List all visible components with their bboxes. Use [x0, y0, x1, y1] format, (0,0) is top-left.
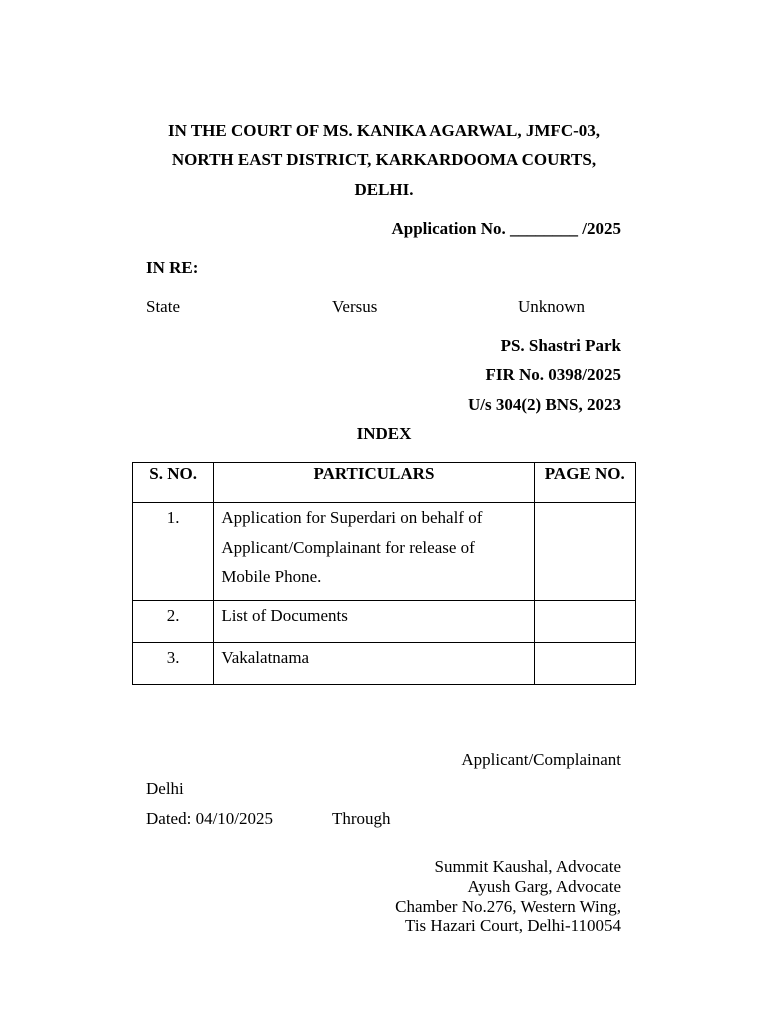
index-table — [132, 462, 636, 685]
place-label: Delhi — [146, 779, 184, 798]
police-station: PS. Shastri Park — [500, 336, 621, 355]
signatory-label: Applicant/Complainant — [461, 750, 621, 769]
index-title: INDEX — [356, 424, 412, 443]
header-particulars: PARTICULARS — [214, 463, 534, 503]
court-heading-line-2: NORTH EAST DISTRICT, KARKARDOOMA COURTS, — [171, 150, 597, 169]
row-sno: 2. — [133, 601, 214, 643]
party-unknown: Unknown — [518, 297, 586, 316]
fir-number: FIR No. 0398/2025 — [485, 365, 621, 384]
through-label: Through — [332, 809, 391, 828]
particulars-line: Mobile Phone. — [221, 567, 322, 586]
particulars-line: Application for Superdari on behalf of — [221, 508, 483, 527]
table-row — [133, 503, 636, 601]
party-versus: Versus — [332, 297, 378, 316]
advocate-line: Summit Kaushal, Advocate — [434, 857, 621, 876]
row-particulars — [214, 503, 534, 601]
dated-label: Dated: 04/10/2025 — [146, 809, 274, 828]
in-re-label: IN RE: — [146, 258, 199, 277]
particulars-line: Vakalatnama — [221, 648, 310, 667]
advocate-line: Ayush Garg, Advocate — [467, 877, 621, 896]
row-particulars — [214, 643, 534, 685]
row-particulars — [214, 601, 534, 643]
particulars-line: Applicant/Complainant for release of — [221, 537, 475, 557]
court-heading-line-3: DELHI. — [354, 180, 414, 199]
table-header-row — [133, 463, 636, 503]
row-page-no — [534, 503, 635, 601]
court-heading-line-1: IN THE COURT OF MS. KANIKA AGARWAL, JMFC-03, — [167, 121, 601, 140]
header-page-no: PAGE NO. — [534, 463, 635, 503]
advocate-address-line: Chamber No.276, Western Wing, — [395, 897, 621, 916]
particulars-line: List of Documents — [221, 606, 348, 625]
section-reference: U/s 304(2) BNS, 2023 — [467, 395, 621, 414]
header-sno: S. NO. — [133, 463, 214, 503]
table-row — [133, 601, 636, 643]
party-state: State — [146, 297, 180, 316]
row-page-no — [534, 643, 635, 685]
row-sno: 1. — [133, 503, 214, 601]
advocate-address-line: Tis Hazari Court, Delhi-110054 — [405, 916, 621, 935]
row-sno: 3. — [133, 643, 214, 685]
row-page-no — [534, 601, 635, 643]
application-number: Application No. ________ /2025 — [391, 219, 621, 238]
table-row — [133, 643, 636, 685]
